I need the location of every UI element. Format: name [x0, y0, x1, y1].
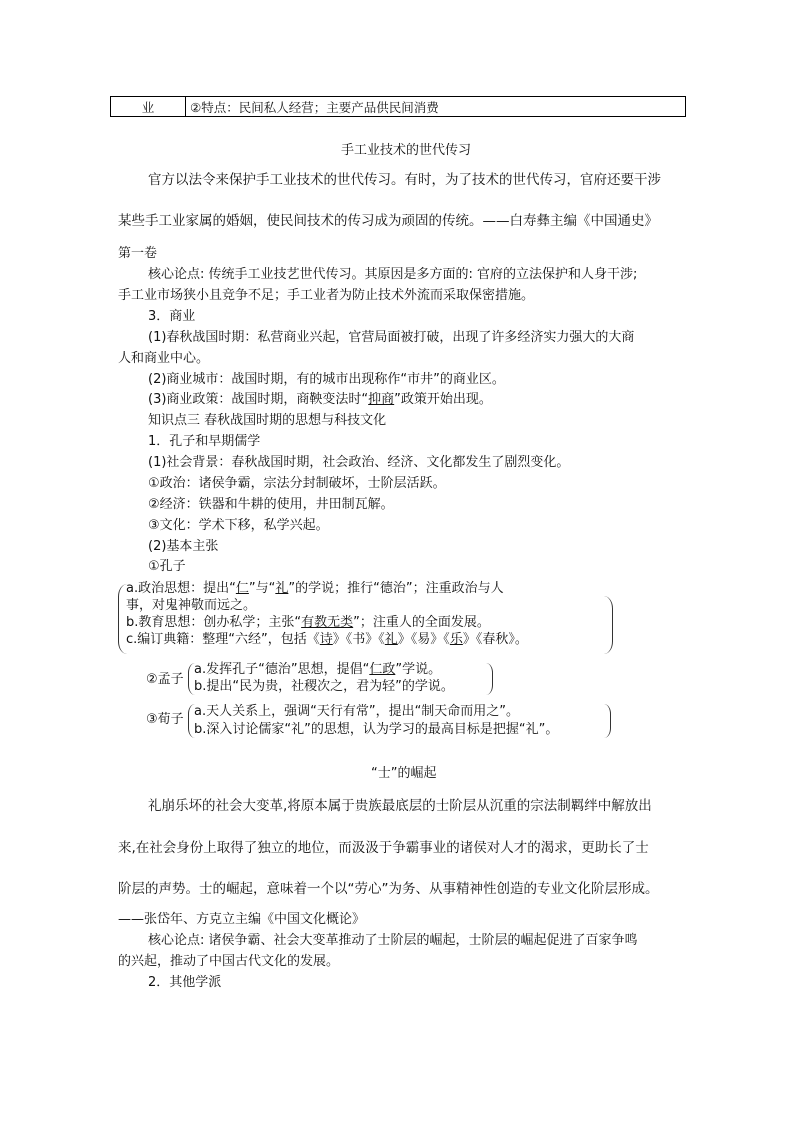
paragraph: (1)社会背景：春秋战国时期，社会政治、经济、文化都发生了剧烈变化。 — [148, 455, 570, 470]
table-cell: 业 — [111, 97, 186, 117]
material-line: ——张岱年、方克立主编《中国文化概论》 — [118, 912, 366, 927]
xunzi-item: a.天人关系上，强调“天行有常”，提出“制天命而用之”。 — [194, 704, 520, 719]
underlined-text: 礼 — [384, 632, 398, 647]
text: c.编订典籍：整理“六经”，包括《 — [126, 632, 320, 647]
text: a.发挥孔子“德治”思想，提倡“ — [194, 662, 370, 677]
text: ”政策开始出现。 — [394, 392, 492, 407]
underlined-text: 礼 — [275, 581, 289, 596]
material-line: 官方以法令来保护手工业技术的世代传习。有时，为了技术的世代传习，官府还要干涉 — [148, 172, 661, 188]
mengzi-item: b.提出“民为贵，社稷次之，君为轻”的学说。 — [194, 679, 454, 694]
kongzi-item — [126, 581, 504, 597]
right-brace — [604, 596, 613, 654]
paragraph: (2)商业城市：战国时期，有的城市出现称作“市井”的商业区。 — [148, 372, 505, 387]
kongzi-item — [126, 615, 490, 631]
paragraph: ①政治：诸侯争霸，宗法分封制破坏，士阶层活跃。 — [148, 476, 446, 491]
text: ”；注重人的全面发展。 — [353, 615, 490, 630]
material-line: 礼崩乐坏的社会大变革,将原本属于贵族最底层的士阶层从沉重的宗法制羁绊中解放出 — [148, 798, 652, 814]
mengzi-item — [194, 662, 441, 678]
underlined-text: 诗 — [319, 632, 333, 647]
text: 》《易》《 — [397, 632, 450, 647]
section-heading: 3．商业 — [148, 309, 196, 324]
text: ”学说。 — [395, 662, 442, 677]
sub-heading: 1．孔子和早期儒学 — [148, 434, 261, 449]
material-line: 来,在社会身份上取得了独立的地位，而汲汲于争霸事业的诸侯对人才的渴求，更助长了士 — [118, 840, 649, 856]
core-argument: 手工业市场狭小且竞争不足；手工业者为防止技术外流而采取保密措施。 — [118, 288, 535, 303]
text: b.教育思想：创办私学；主张“ — [126, 615, 302, 630]
paragraph — [148, 392, 492, 408]
underlined-text: 乐 — [449, 632, 463, 647]
core-argument: 核心论点: 诸侯争霸、社会大变革推动了士阶层的崛起，士阶层的崛起促进了百家争鸣 — [148, 933, 638, 948]
sub-heading: 2．其他学派 — [148, 975, 222, 990]
core-argument: 核心论点: 传统手工业技艺世代传习。其原因是多方面的: 官府的立法保护和人身干涉; — [148, 267, 638, 282]
text: ”的学说；推行“德治”；注重政治与人 — [288, 581, 504, 596]
material-line: 阶层的声势。士的崛起，意味着一个以“劳心”为务、从事精神性创造的专业文化阶层形成。 — [118, 881, 659, 897]
material-line: 第一卷 — [118, 246, 158, 261]
xunzi-label: ③荀子 — [146, 712, 184, 727]
text: ”与“ — [248, 581, 276, 596]
xunzi-item: b.深入讨论儒家“礼”的思想，认为学习的最高目标是把握“礼”。 — [194, 722, 559, 737]
paragraph: 人和商业中心。 — [118, 351, 210, 366]
core-argument: 的兴起，推动了中国古代文化的发展。 — [118, 954, 340, 969]
material-title: 手工业技术的世代传习 — [341, 143, 472, 158]
paragraph: (2)基本主张 — [148, 539, 219, 554]
underlined-text: 有教无类 — [301, 615, 354, 630]
text: a.政治思想：提出“ — [126, 581, 236, 596]
underlined-text: 仁政 — [369, 662, 396, 677]
paragraph: (1)春秋战国时期：私营商业兴起，官营局面被打破，出现了许多经济实力强大的大商 — [148, 330, 635, 345]
right-brace — [604, 704, 611, 738]
text: 》《春秋》。 — [462, 632, 528, 647]
kongzi-item — [126, 632, 528, 648]
text: 》《书》《 — [332, 632, 385, 647]
text: (3)商业政策：战国时期，商鞅变法时“ — [148, 392, 369, 407]
paragraph: ①孔子 — [148, 559, 186, 574]
mengzi-label: ②孟子 — [146, 672, 184, 687]
material-title: “士”的崛起 — [371, 766, 437, 781]
paragraph: ③文化：学术下移，私学兴起。 — [148, 518, 329, 533]
kongzi-item: 事，对鬼神敬而远之。 — [126, 598, 257, 613]
table-cell: ②特点：民间私人经营；主要产品供民间消费 — [186, 97, 686, 117]
paragraph: ②经济：铁器和牛耕的使用，井田制瓦解。 — [148, 497, 394, 512]
summary-table — [110, 96, 686, 117]
table-row — [111, 97, 686, 117]
underlined-text: 抑商 — [368, 392, 395, 407]
material-line: 某些手工业家属的婚姻，使民间技术的传习成为顽固的传统。——白寿彝主编《中国通史》 — [118, 213, 658, 229]
underlined-text: 仁 — [235, 581, 249, 596]
knowledge-heading: 知识点三 春秋战国时期的思想与科技文化 — [148, 413, 387, 428]
right-brace — [486, 663, 493, 695]
